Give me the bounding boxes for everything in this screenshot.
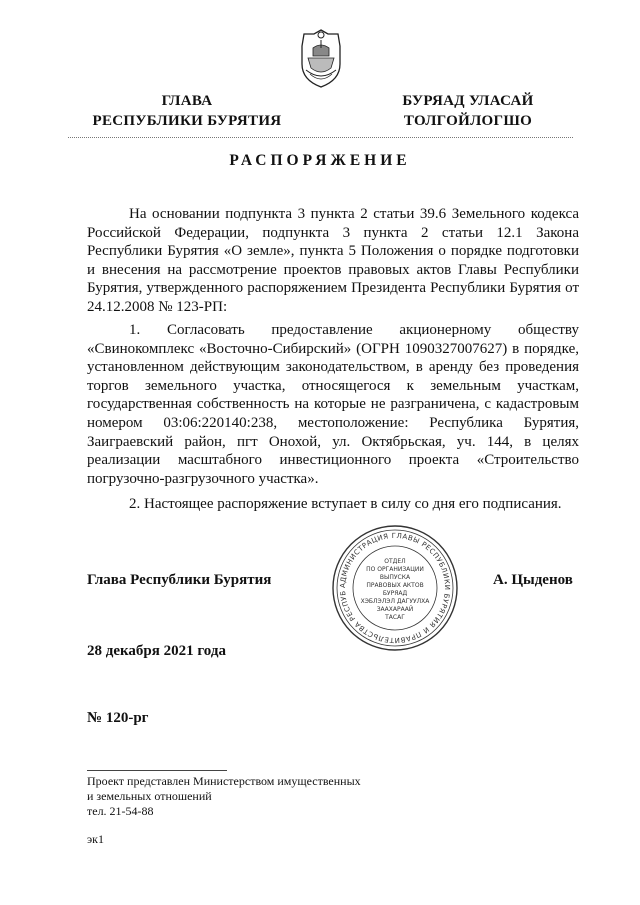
header-left-line1: ГЛАВА: [161, 93, 213, 109]
item-1-paragraph: 1. Согласовать предоставление акционерному обществу «Свинокомплекс «Восточно-Сибирский» (ОГРН 1090327007627) в порядке, установленном действующим законодательством, в аренду без проведения торгов земельного участка, относящегося к земельным участкам, государственная собственность на которые не разграничена, с кадастровым номером 03:06:220140:238, местоположение: Республика Бурятия, Заиграевский район, пгт Онохой, ул. Октябрьская, уч. 144, в целях реализации масштабного инвестиционного проекта «Строительство погрузочно-разгрузочного участка».: [87, 322, 579, 487]
stamp-line8: ТАСАГ: [385, 614, 405, 621]
official-seal-stamp: [330, 523, 460, 653]
stamp-line7: ЗААХАРААЙ: [376, 606, 414, 613]
preamble-paragraph: На основании подпункта 3 пункта 2 статьи 39.6 Земельного кодекса Российской Федерации, подпункта 3 пункта 2 статьи 12.1 Закона Республики Бурятия «О земле», пункта 5 Положения о порядке подготовки и внесения на рассмотрение проектов правовых актов Главы Республики Бурятия, утвержденного распоряжением Президента Республики Бурятия от 24.12.2008 № 123-РП:: [87, 206, 579, 315]
stamp-line6: ХЭБЛЭЛЭЛ ДАГУУЛХА: [360, 598, 430, 605]
header-left: [82, 91, 292, 131]
stamp-line2: ПО ОРГАНИЗАЦИИ: [366, 566, 424, 573]
document-date: 28 декабря 2021 года: [87, 643, 226, 659]
header-right-line2: ТОЛГОЙЛОГШО: [403, 113, 533, 129]
signature-position: Глава Республики Бурятия: [87, 572, 272, 588]
header-right-line1: БУРЯАД УЛАСАЙ: [402, 93, 534, 109]
document-number: № 120-рг: [87, 710, 149, 726]
stamp-line4: ПРАВОВЫХ АКТОВ: [366, 582, 424, 589]
coat-of-arms-emblem: [298, 26, 344, 90]
footer-note: [87, 774, 361, 819]
footer-line2: и земельных отношений: [87, 789, 212, 803]
stamp-line1: ОТДЕЛ: [384, 558, 406, 565]
footer-line3: тел. 21-54-88: [87, 804, 154, 818]
footer-code: эк1: [87, 832, 104, 846]
footer-divider: [87, 770, 227, 771]
item-2-paragraph: 2. Настоящее распоряжение вступает в силу со дня его подписания.: [129, 496, 562, 512]
signature-name: А. Цыденов: [493, 572, 573, 588]
stamp-line3: ВЫПУСКА: [379, 574, 411, 581]
document-title: РАСПОРЯЖЕНИЕ: [229, 152, 411, 169]
header-divider: [68, 137, 573, 138]
footer-line1: Проект представлен Министерством имущественных: [87, 774, 361, 788]
header-left-line2: РЕСПУБЛИКИ БУРЯТИЯ: [92, 113, 282, 129]
stamp-line5: БУРЯАД: [382, 590, 408, 597]
stamp-ring-text: АДМИНИСТРАЦИЯ ГЛАВЫ РЕСПУБЛИКИ БУРЯТИЯ И ПРАВИТЕЛЬСТВА РЕСПУБ: [338, 531, 452, 645]
header-right: [378, 91, 558, 131]
